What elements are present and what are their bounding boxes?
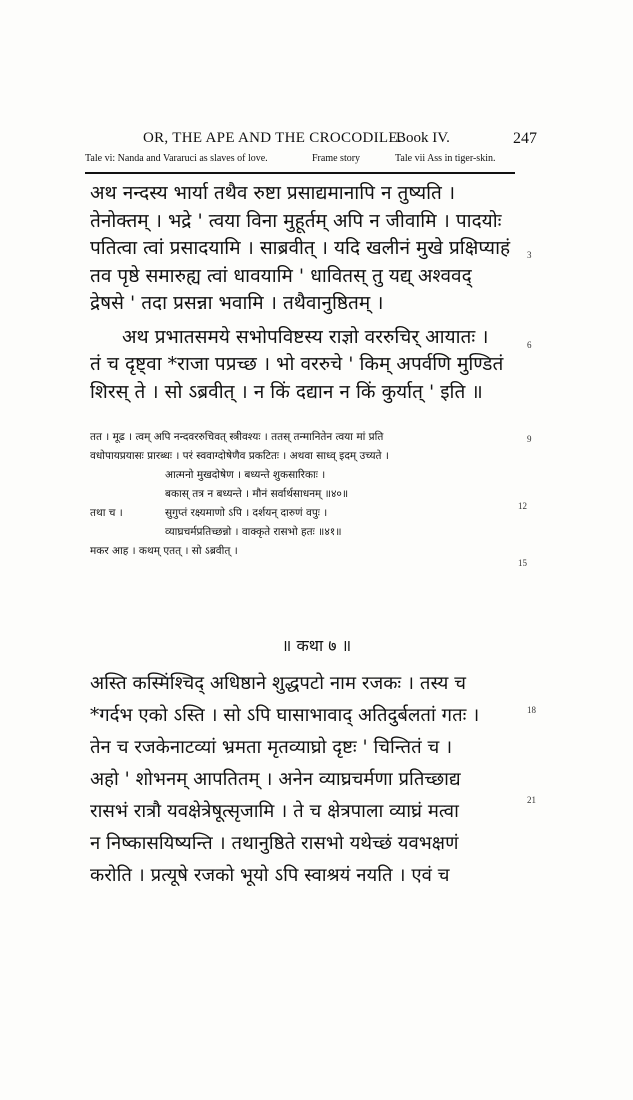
tale-line: *गर्दभ एको ऽस्ति । सो ऽपि घासाभावाद् अतिदुर्बलतां गतः । — [90, 705, 480, 726]
subhead-tale-vi: Tale vi: Nanda and Vararuci as slaves of love. — [85, 153, 268, 164]
tale-line: तेन च रजकेनाटव्यां भ्रमता मृतव्याघ्रो दृष्टः ' चिन्तितं च । — [90, 737, 453, 758]
line-number: 9 — [527, 434, 532, 444]
tale-line: करोति । प्रत्यूषे रजको भूयो ऽपि स्वाश्रयं नयति । एवं च — [90, 865, 450, 886]
book-label: Book IV. — [396, 130, 450, 146]
commentary — [90, 428, 520, 561]
tale-text — [90, 668, 520, 892]
verse-line: तं च दृष्ट्वा *राजा पप्रच्छ । भो वररुचे ' किम् अपर्वणि मुण्डितं — [90, 353, 504, 375]
line-number: 3 — [527, 250, 532, 260]
verse-line: द्रेषसे ' तदा प्रसन्ना भवामि । तथैवानुष्ठितम् । — [90, 292, 384, 314]
commentary-line: व्याघ्रचर्मप्रतिच्छन्नो । वाक्कृते रासभो हतः ॥४१॥ — [165, 526, 342, 538]
verse-line: अथ नन्दस्य भार्या तथैव रुष्टा प्रसाद्यमानापि न तुष्यति । — [90, 182, 456, 204]
tale-line: अस्ति कस्मिंश्चिद् अधिष्ठाने शुद्धपटो नाम रजकः । तस्य च — [90, 673, 467, 694]
line-number: 15 — [518, 558, 527, 568]
commentary-line: तत । मूढ । त्वम् अपि नन्दवररुचिवत् स्त्रीवश्यः । ततस् तन्मानितेन त्वया मां प्रति — [90, 431, 384, 443]
running-head: OR, THE APE AND THE CROCODILE. — [143, 130, 402, 146]
commentary-line: सुगुप्तं रक्ष्यमाणो ऽपि । दर्शयन् दारुणं वपुः । — [165, 507, 328, 519]
line-number: 18 — [527, 705, 536, 715]
line-number: 12 — [518, 501, 527, 511]
tatha-ca-label: तथा च । — [90, 507, 123, 519]
verse-line: पतित्वा त्वां प्रसादयामि । साब्रवीत् । यदि खलीनं मुखे प्रक्षिप्याहं — [90, 237, 511, 259]
commentary-line: वधोपायप्रयासः प्रारब्धः । परं स्ववाग्दोषेणैव प्रकटितः । अथवा साध्व् इदम् उच्यते । — [90, 450, 389, 462]
page-number: 247 — [513, 130, 537, 147]
header-rule — [85, 172, 515, 174]
main-verse — [90, 180, 520, 406]
subhead-tale-vii: Tale vii Ass in tiger-skin. — [395, 153, 496, 164]
verse-line: तेनोक्तम् । भद्रे ' त्वया विना मुहूर्तम् अपि न जीवामि । पादयोः — [90, 209, 502, 232]
commentary-line-row — [90, 504, 520, 523]
line-number: 21 — [527, 795, 536, 805]
tale-line: रासभं रात्रौ यवक्षेत्रेषूत्सृजामि । ते च क्षेत्रपाला व्याघ्रं मत्वा — [90, 801, 459, 822]
verse-line: शिरस् ते । सो ऽब्रवीत् । न किं दद्यान न किं कुर्यात् ' इति ॥ — [90, 380, 483, 403]
commentary-line: आत्मनो मुखदोषेण । बध्यन्ते शुकसारिकाः । — [165, 469, 326, 481]
verse-line: अथ प्रभातसमये सभोपविष्टस्य राज्ञो वररुचिर् आयातः । — [122, 325, 489, 348]
tale-heading: ॥ कथा ७ ॥ — [281, 636, 352, 655]
commentary-line: मकर आह । कथम् एतत् । सो ऽब्रवीत् । — [90, 545, 238, 557]
commentary-line: बकास् तत्र न बध्यन्ते । मौनं सर्वार्थसाधनम् ॥४०॥ — [165, 488, 349, 500]
verse-line: तव पृष्ठे समारुह्य त्वां धावयामि ' धावितस् तु यद्य् अश्ववद् — [90, 264, 472, 287]
line-number: 6 — [527, 340, 532, 350]
tale-line: न निष्कासयिष्यन्ति । तथानुष्ठिते रासभो यथेच्छं यवभक्षणं — [90, 833, 459, 854]
tale-line: अहो ' शोभनम् आपतितम् । अनेन व्याघ्रचर्मणा प्रतिच्छाद्य — [90, 769, 461, 790]
subhead-frame-story: Frame story — [312, 153, 361, 164]
